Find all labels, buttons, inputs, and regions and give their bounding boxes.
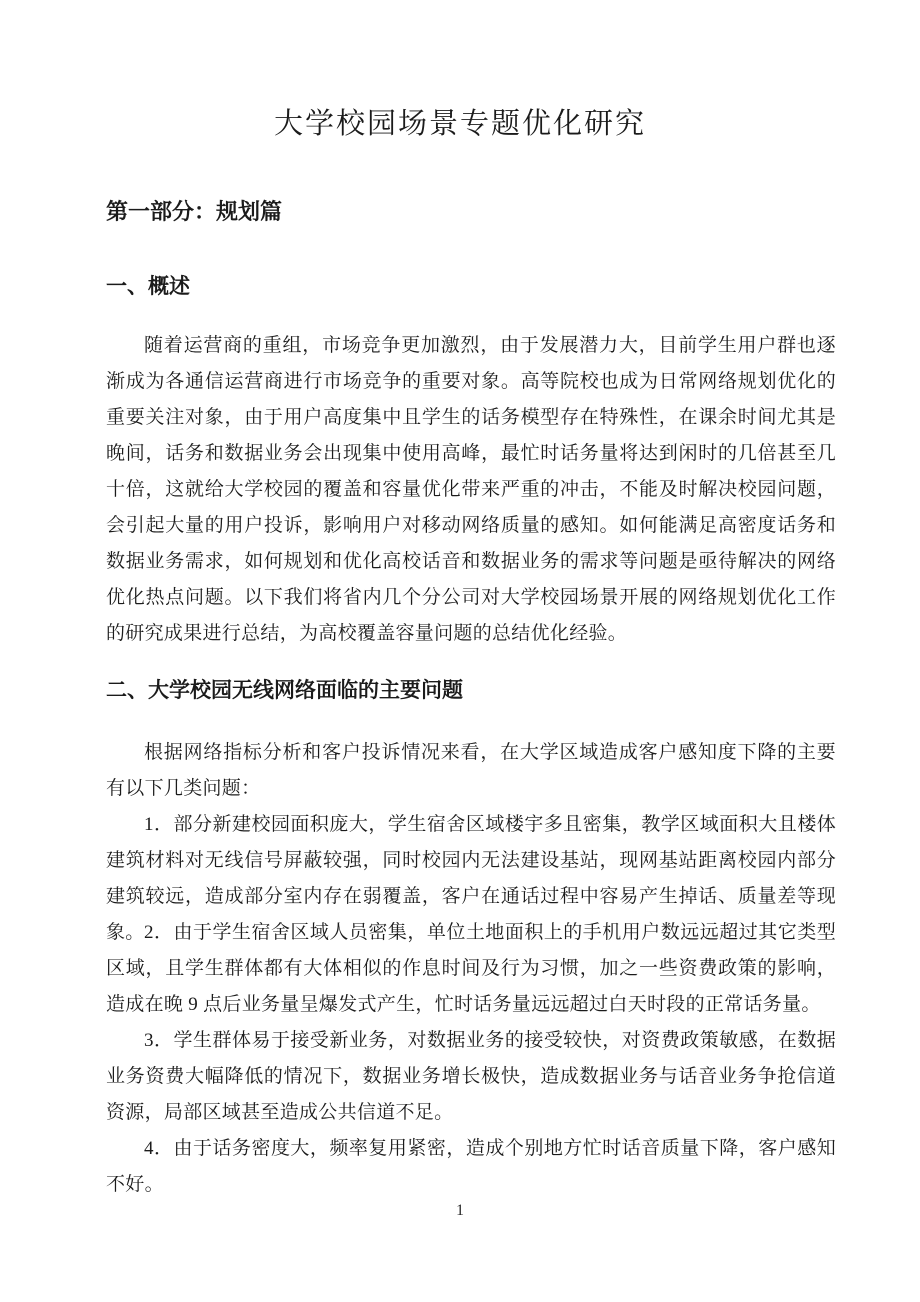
section-2-intro-paragraph: 根据网络指标分析和客户投诉情况来看，在大学区域造成客户感知度下降的主要有以下几类问题： xyxy=(106,742,836,799)
page-number: 1 xyxy=(456,1202,464,1219)
part-heading: 第一部分：规划篇 xyxy=(106,199,283,224)
section-2-list-item-3: 3．学生群体易于接受新业务，对数据业务的接受较快，对资费政策敏感，在数据业务资费大幅降低的情况下，数据业务增长极快，造成数据业务与话音业务争抢信道资源，局部区域甚至造成公共信道不足。 xyxy=(106,1030,836,1123)
document-title: 大学校园场景专题优化研究 xyxy=(273,108,646,140)
section-2-heading: 二、大学校园无线网络面临的主要问题 xyxy=(106,679,463,702)
section-2-list-item-2: 2．由于学生宿舍区域人员密集，单位土地面积上的手机用户数远远超过其它类型区域，且学生群体都有大体相似的作息时间及行为习惯，加之一些资费政策的影响，造成在晚 9 点后业务量呈爆发式产生，忙时话务量远远超过白天时段的正常话务量。 xyxy=(106,922,836,1015)
section-1-paragraph: 随着运营商的重组，市场竞争更加激烈，由于发展潜力大，目前学生用户群也逐渐成为各通信运营商进行市场竞争的重要对象。高等院校也成为日常网络规划优化的重要关注对象，由于用户高度集中且学生的话务模型存在特殊性，在课余时间尤其是晚间，话务和数据业务会出现集中使用高峰，最忙时话务量将达到闲时的几倍甚至几十倍，这就给大学校园的覆盖和容量优化带来严重的冲击，不能及时解决校园问题，会引起大量的用户投诉，影响用户对移动网络质量的感知。如何能满足高密度话务和数据业务需求，如何规划和优化高校话音和数据业务的需求等问题是亟待解决的网络优化热点问题。以下我们将省内几个分公司对大学校园场景开展的网络规划优化工作的研究成果进行总结，为高校覆盖容量问题的总结优化经验。 xyxy=(106,335,836,644)
section-2-list-item-1: 1．部分新建校园面积庞大，学生宿舍区域楼宇多且密集，教学区域面积大且楼体建筑材料对无线信号屏蔽较强，同时校园内无法建设基站，现网基站距离校园内部分建筑较远，造成部分室内存在弱覆盖，客户在通话过程中容易产生掉话、质量差等现象。 xyxy=(106,814,836,943)
section-1-heading: 一、概述 xyxy=(106,275,190,298)
section-2-list-item-4: 4．由于话务密度大，频率复用紧密，造成个别地方忙时话音质量下降，客户感知不好。 xyxy=(106,1138,836,1195)
